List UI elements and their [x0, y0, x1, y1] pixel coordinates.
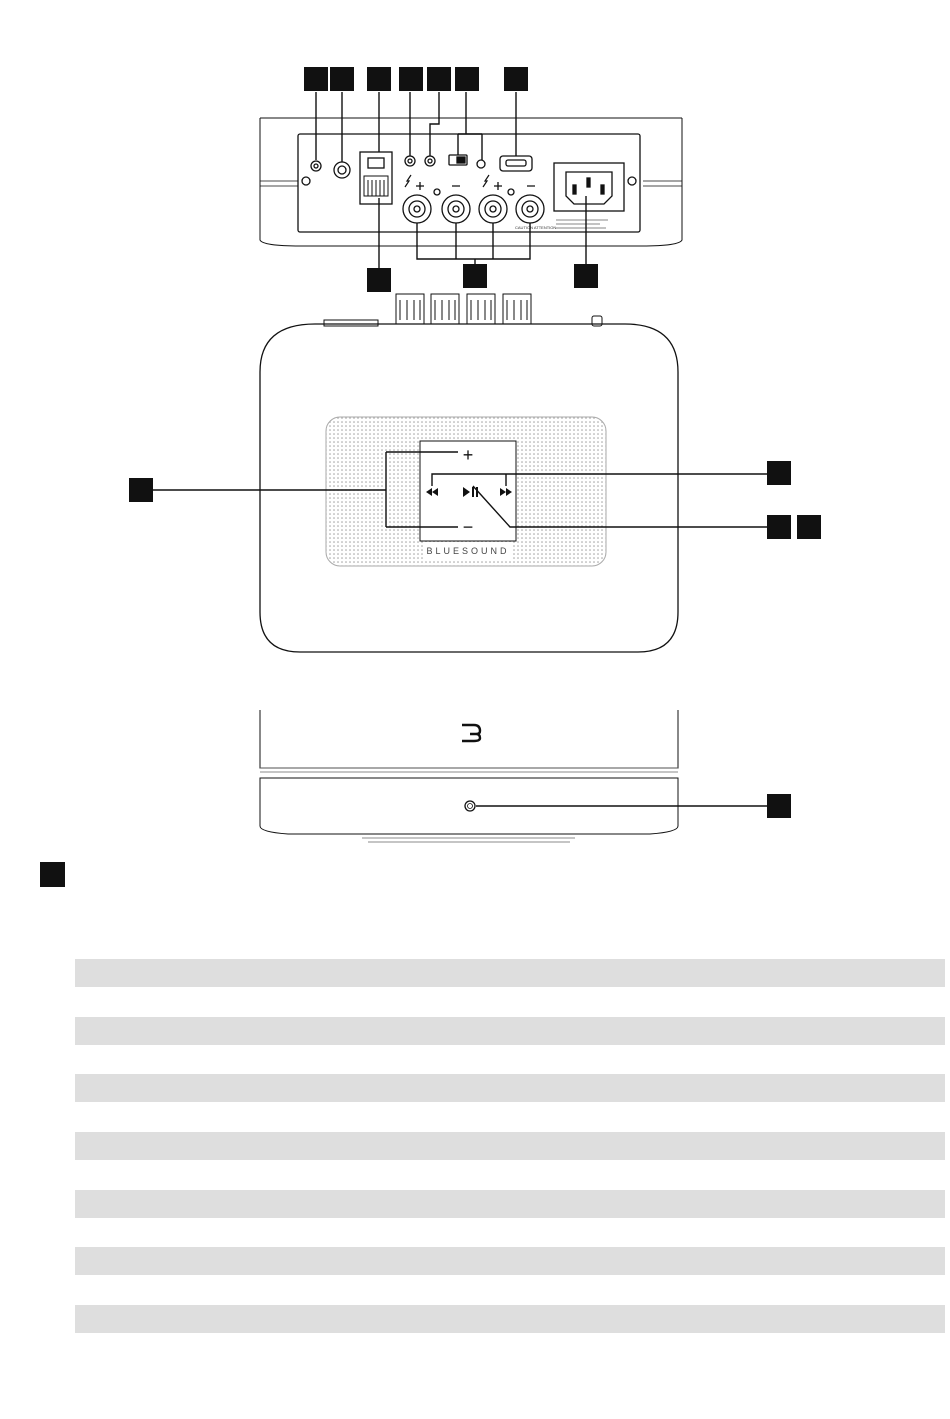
callout-marker [767, 515, 791, 539]
callout-marker [767, 461, 791, 485]
callout-marker [129, 478, 153, 502]
callout-marker [330, 67, 354, 91]
callout-marker [427, 67, 451, 91]
callout-marker [304, 67, 328, 91]
table-row [75, 1190, 945, 1218]
brand-wordmark: BLUESOUND [426, 546, 510, 556]
callout-marker [504, 67, 528, 91]
bluesound-logo-icon [462, 725, 480, 741]
table-row [75, 1305, 945, 1333]
hdmi-port [500, 156, 532, 171]
subwoofer-output-jack [334, 162, 350, 178]
table-row [75, 959, 945, 987]
ir-input-jack [311, 161, 321, 171]
table-row [75, 1247, 945, 1275]
plate-screw-left [302, 177, 310, 185]
table-row [75, 1017, 945, 1045]
plate-screw-right [628, 177, 636, 185]
callout-marker [367, 67, 391, 91]
terminal-posts-top [396, 294, 531, 324]
caution-label: CAUTION ATTENTION [515, 225, 557, 230]
table-row [75, 1132, 945, 1160]
trigger-jack [405, 156, 415, 166]
front-view [260, 710, 767, 842]
callout-marker [463, 264, 487, 288]
callout-marker [574, 264, 598, 288]
speaker-terminals [403, 189, 544, 223]
callout-marker [399, 67, 423, 91]
callout-marker [797, 515, 821, 539]
ethernet-port [364, 176, 388, 196]
section-marker [40, 862, 65, 887]
volume-up-icon: + [462, 445, 474, 465]
callout-marker [767, 794, 791, 818]
callout-marker [455, 67, 479, 91]
usb-port [368, 158, 384, 168]
analog-input-jack [425, 156, 435, 166]
reset-button [477, 160, 485, 168]
status-led-icon [465, 801, 475, 811]
volume-down-icon: − [462, 517, 474, 537]
callout-marker [367, 268, 391, 292]
table-row [75, 1074, 945, 1102]
rear-view [260, 118, 682, 246]
